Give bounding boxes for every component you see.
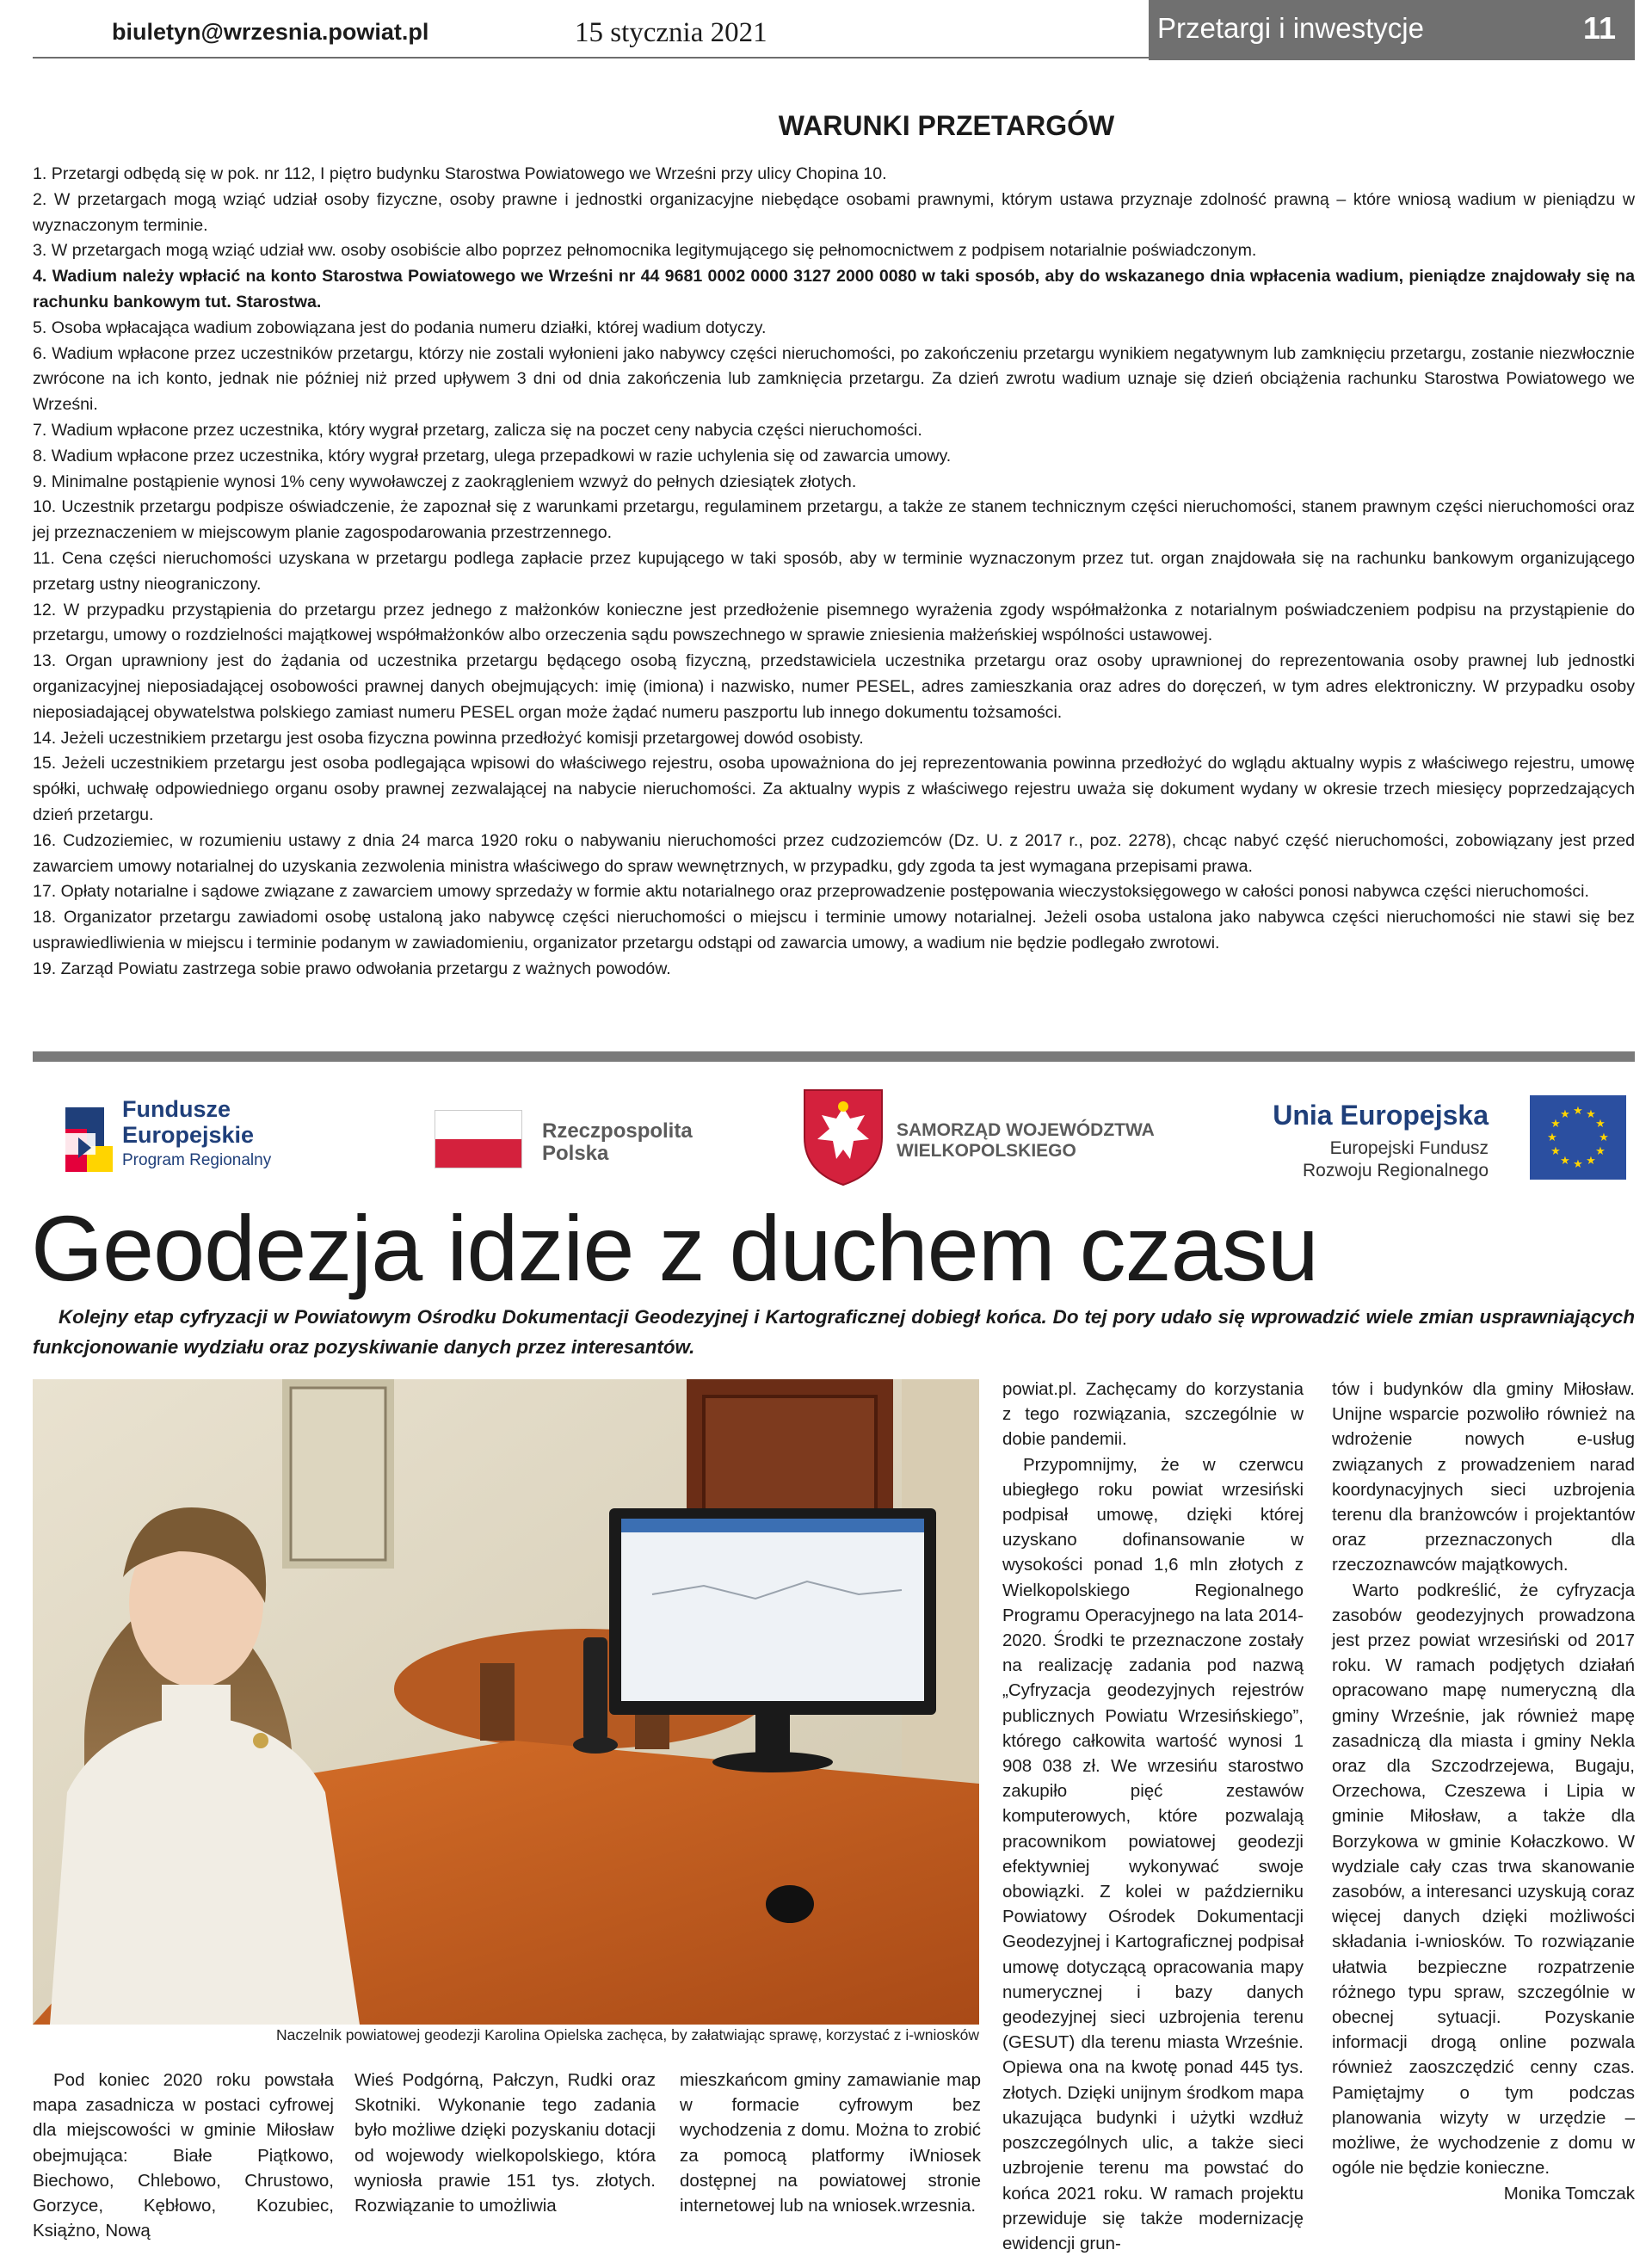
ue-fund-name: Europejski Fundusz Rozwoju Regionalnego — [1303, 1138, 1489, 1180]
article-headline: Geodezja idzie z duchem czasu — [31, 1196, 1318, 1300]
section-separator — [33, 1051, 1635, 1062]
terms-title: WARUNKI PRZETARGÓW — [778, 110, 1115, 141]
fundusze-europejskie-logo — [57, 1094, 315, 1189]
svg-text:★: ★ — [1599, 1131, 1609, 1144]
article-column-2 — [354, 2068, 656, 2218]
article-column-4 — [1002, 1377, 1304, 2256]
terms-item: 12. W przypadku przystąpienia do przetargu przez jednego z małżonków konieczne jest przedłożenie pisemnego wyrażenia zgody współmałżonka z notarialnym poświadczeniem podpisu na przystąpienie do przetargu, umowy o rozdzielności majątkowej współmałżonków albo orzeczenia sądu powszechnego w sprawie zniesienia małżeńskiej wspólności ustawowej. — [33, 600, 1635, 645]
article-paragraph: Wieś Podgórną, Pałczyn, Rudki oraz Skotniki. Wykonanie tego zadania było możliwe dzięki pozyskaniu dotacji od wojewody wielkopolskiego, która wyniosła prawie 151 tys. złotych. Rozwiązanie to umożliwia — [354, 2070, 656, 2216]
svg-text:★: ★ — [1547, 1131, 1557, 1144]
article-author: Monika Tomczak — [1503, 2183, 1635, 2204]
rzeczpospolita-polska-logo — [435, 1110, 710, 1187]
samorzad-name: SAMORZĄD WOJEWÓDZTWA WIELKOPOLSKIEGO — [897, 1120, 1155, 1161]
article-photo — [33, 1379, 979, 2025]
terms-item: 17. Opłaty notarialne i sądowe związane z zawarciem umowy sprzedaży w formie aktu notarialnego oraz przeprowadzenie postępowania wieczystoksięgowego w całości ponosi nabywca części nieruchomości. — [33, 882, 1589, 902]
article-column-3 — [680, 2068, 981, 2218]
eu-flag-icon — [1530, 1095, 1626, 1180]
rp-name: Rzeczpospolita Polska — [542, 1119, 693, 1165]
terms-item: 11. Cena części nieruchomości uzyskana w przetargu podlega zapłacie przez kupującego w taki sposób, aby w terminie wyznaczonym przez tut. organ znajdowała się na rachunku bankowym organizującego przetarg ustny nieograniczony. — [33, 548, 1635, 594]
article-paragraph: mieszkańcom gminy zamawianie map w formacie cyfrowym bez wychodzenia z domu. Można to zrobić za pomocą platformy iWniosek dostępnej na powiatowej stronie internetowej lub na wniosek.wrzesnia. — [680, 2070, 981, 2216]
page-number: 11 — [1582, 10, 1616, 46]
section-title: Przetargi i inwestycje — [1157, 12, 1424, 44]
terms-item: 16. Cudzoziemiec, w rozumieniu ustawy z dnia 24 marca 1920 roku o nabywaniu nieruchomości przez cudzoziemców (Dz. U. z 2017 r., poz. 2278), chcąc nabyć część nieruchomości, zobowiązany jest przed zawarciem umowy notarialnej do uzyskania zezwolenia ministra właściwego do spraw wewnętrznych, w przypadku, gdy zgoda ta jest wymagana przepisami prawa. — [33, 830, 1635, 876]
svg-text:★: ★ — [1586, 1155, 1596, 1168]
samorzad-logo — [800, 1086, 1162, 1189]
terms-item: 9. Minimalne postąpienie wynosi 1% ceny wywoławczej z zaokrągleniem wzwyż do pełnych dziesiątek złotych. — [33, 472, 857, 491]
header-email: biuletyn@wrzesnia.powiat.pl — [112, 19, 429, 45]
svg-text:★: ★ — [1595, 1118, 1606, 1131]
section-band — [1149, 0, 1635, 60]
article-paragraph: Pod koniec 2020 roku powstała mapa zasadnicza w postaci cyfrowej dla miejscowości w gminie Miłosław obejmująca: Białe Piątkowo, Biechowo, Chlebowo, Chrustowo, Gorzyce, Kębłowo, Kozubiec, Książno, Nową — [33, 2070, 334, 2241]
article-paragraph: Warto podkreślić, że cyfryzacja zasobów geodezyjnych prowadzona jest przez powiat wrzesiński od 2017 roku. W ramach podjętych działań opracowano mapę numeryczną dla gminy Wrześnie, jak również mapę zasadniczą dla miasta i gminy Nekla oraz dla Szczodrzejewa, Bugaju, Orzechowa, Czeszewa i Lipia w gminie Miłosław, a także dla Borzykowa w gminie Kołaczkowo. W wydziale cały czas trwa skanowanie zasobów, a interesanci uzyskują coraz więcej danych dzięki możliwości składania i-wniosków. To rozwiązanie ułatwia bezpieczne rozpatrzenie różnego typu spraw, szczególnie w obecnej sytuacji. Pozyskanie informacji drogą online pozwala również zaoszczędzić cenny czas. Pamiętajmy o tym podczas planowania wizyty w urzędzie – możliwe, że wychodzenie z domu w ogóle nie będzie konieczne. — [1332, 1580, 1635, 2179]
svg-text:★: ★ — [1573, 1105, 1583, 1118]
svg-text:★: ★ — [1560, 1155, 1570, 1168]
terms-item — [33, 264, 1635, 316]
header-rule — [33, 57, 1151, 59]
terms-item: 13. Organ uprawniony jest do żądania od uczestnika przetargu będącego osobą fizyczną, przedstawiciela uczestnika przetargu oraz osoby uprawnionej do reprezentowania osoby prawnej lub jednostki organizacyjnej nieposiadającej osobowości prawnej danych obejmujących: imię (imiona) i nazwisko, numer PESEL, adres zamieszkania oraz adres do doręczeń, w tym adres elektroniczny. W przypadku osoby nieposiadającej obywatelstwa polskiego zamiast numeru PESEL organ może żądać numeru paszportu lub innego dokumentu tożsamości. — [33, 651, 1635, 722]
terms-item-bold: 4. Wadium należy wpłacić na konto Starostwa Powiatowego we Wrześni nr 44 9681 0002 0000 3127 2000 0080 w taki sposób, aby do wskazanego dnia wpłacenia wadium, pieniądze znajdowały się na rachunku bankowym tut. Starostwa. — [33, 267, 1635, 311]
terms-item: 5. Osoba wpłacająca wadium zobowiązana jest do podania numeru działki, której wadium dotyczy. — [33, 317, 767, 337]
svg-text:★: ★ — [1560, 1108, 1570, 1121]
terms-item: 10. Uczestnik przetargu podpisze oświadczenie, że zapoznał się z warunkami przetargu, regulaminem przetargu, a także ze stanem technicznym części nieruchomości, stanem prawnym części nieruchomości oraz jej przeznaczeniem w miejscowym planie zagospodarowania przestrzennego. — [33, 497, 1635, 543]
terms-item: 1. Przetargi odbędą się w pok. nr 112, I piętro budynku Starostwa Powiatowego we Wrześni przy ulicy Chopina 10. — [33, 164, 887, 183]
article-paragraph: tów i budynków dla gminy Miłosław. Unijne wsparcie pozwoliło również na wdrożenie nowych e-usług związanych z prowadzeniem narad koordynacyjnych sieci uzbrojenia terenu dla branżowców i projektantów oraz przeznaczonych dla rzeczoznawców majątkowych. — [1332, 1379, 1635, 1575]
header-date: 15 stycznia 2021 — [575, 17, 767, 48]
article-paragraph: powiat.pl. Zachęcamy do korzystania z tego rozwiązania, szczególnie w dobie pandemii. — [1002, 1379, 1304, 1450]
terms-item: 7. Wadium wpłacone przez uczestnika, który wygrał przetarg, zalicza się na poczet ceny nabycia części nieruchomości. — [33, 420, 922, 440]
terms-item: 3. W przetargach mogą wziąć udział ww. osoby osobiście albo poprzez pełnomocnika legitymującego się pełnomocnictwem z podpisem notarialnie poświadczonym. — [33, 241, 1257, 261]
article-column-5 — [1332, 1377, 1635, 2206]
terms-item: 6. Wadium wpłacone przez uczestników przetargu, którzy nie zostali wyłonieni jako nabywcy części nieruchomości, po zakończeniu przetargu wynikiem negatywnym lub zamknięciu przetargu, zostanie niezwłocznie zwrócone na ich konto, jednak nie później niż przed upływem 3 dni od dnia zakończenia lub zamknięcia przetargu. Za dzień zwrotu wadium uznaje się dzień obciążenia rachunku Starostwa Powiatowego we Wrześni. — [33, 343, 1635, 415]
fe-program: Program Regionalny — [122, 1151, 272, 1169]
terms-item: 19. Zarząd Powiatu zastrzega sobie prawo odwołania przetargu z ważnych powodów. — [33, 958, 671, 978]
article-column-1 — [33, 2068, 334, 2243]
terms-list — [33, 162, 1635, 983]
svg-text:★: ★ — [1550, 1118, 1561, 1131]
polish-flag-icon — [435, 1110, 522, 1168]
photo-caption: Naczelnik powiatowej geodezji Karolina Opielska zachęca, by załatwiając sprawę, korzystać z i-wniosków — [275, 2026, 979, 2043]
svg-text:★: ★ — [1595, 1145, 1606, 1158]
terms-item: 15. Jeżeli uczestnikiem przetargu jest osoba podlegająca wpisowi do właściwego rejestru, osoba upoważniona do jej reprezentowania powinna przedłożyć do wglądu aktualny wypis z właściwego rejestru, umowę spółki, uchwałę odpowiedniego organu osoby prawnej zezwalającej na nabycie nieruchomości. Za aktualny wypis z właściwego rejestru uważa się dokument wydany w okresie trzech miesięcy poprzedzających dzień przetargu. — [33, 754, 1635, 824]
svg-text:★: ★ — [1586, 1108, 1596, 1121]
article-paragraph: Przypomnijmy, że w czerwcu ubiegłego roku powiat wrzesiński podpisał umowę, dzięki której uzyskano dofinansowanie w wysokości ponad 1,6 mln złotych z Wielkopolskiego Regionalnego Programu Operacyjnego na lata 2014-2020. Środki te przeznaczone zostały na realizację zadania pod nazwą „Cyfryzacja geodezyjnych rejestrów publicznych Powiatu Wrzesińskiego”, którego całkowita wartość wynosi 1 908 038 zł. We wrzesińu starostwo zakupiło pięć zestawów komputerowych, które pozwalają pracownikom powiatowej geodezji efektywniej wykonywać swoje obowiązki. Z kolei w październiku Powiatowy Ośrodek Dokumentacji Geodezyjnej i Kartograficznej podpisał umowę dotyczącą opracowania mapy numerycznej i bazy danych geodezyjnej sieci uzbrojenia terenu (GESUT) dla terenu miasta Wrześnie. Opiewa ona na kwotę ponad 445 tys. złotych. Dzięki unijnym środkom mapa ukazująca budynki i użytki wzdłuż poszczególnych ulic, a także sieci uzbrojenie terenu ma powstać do końca 2021 roku. W ramach projektu przewiduje się także modernizację ewidencji grun- — [1002, 1454, 1304, 2253]
fe-name: Fundusze Europejskie — [122, 1096, 255, 1148]
terms-item: 14. Jeżeli uczestnikiem przetargu jest osoba fizyczna powinna przedłożyć komisji przetargowej dowód osobisty. — [33, 728, 864, 748]
office-photo-illustration — [33, 1379, 979, 2025]
terms-item: 2. W przetargach mogą wziąć udział osoby fizyczne, osoby prawne i jednostki organizacyjne niebędące osobami prawnymi, którym ustawa przyznaje zdolność prawną – które wniosą wadium w pieniądzu w wyznaczonym terminie. — [33, 189, 1635, 235]
coat-of-arms-icon — [800, 1086, 886, 1187]
fundusze-europejskie-icon — [57, 1094, 117, 1180]
terms-item: 18. Organizator przetargu zawiadomi osobę ustaloną jako nabywcę części nieruchomości o miejscu i terminie umowy notarialnej. Jeżeli osoba ustalona jako nabywca części nieruchomości nie stawi się bez usprawiedliwienia w miejscu i terminie podanym w zawiadomieniu, organizator przetargu odstąpi od zawarcia umowy, a wadium nie będzie podlegało zwrotowi. — [33, 908, 1635, 952]
unia-europejska-logo — [1239, 1093, 1626, 1187]
svg-text:★: ★ — [1550, 1145, 1561, 1158]
svg-text:★: ★ — [1573, 1158, 1583, 1171]
terms-item: 8. Wadium wpłacone przez uczestnika, który wygrał przetarg, ulega przepadkowi w razie uchylenia się od zawarcia umowy. — [33, 446, 952, 465]
article-lead: Kolejny etap cyfryzacji w Powiatowym Ośrodku Dokumentacji Geodezyjnej i Kartograficznej dobiegł końca. Do tej pory udało się wprowadzić wiele zmian usprawniających funkcjonowanie wydziału oraz pozyskiwanie danych przez interesantów. — [33, 1306, 1635, 1358]
ue-title: Unia Europejska — [1273, 1100, 1489, 1131]
